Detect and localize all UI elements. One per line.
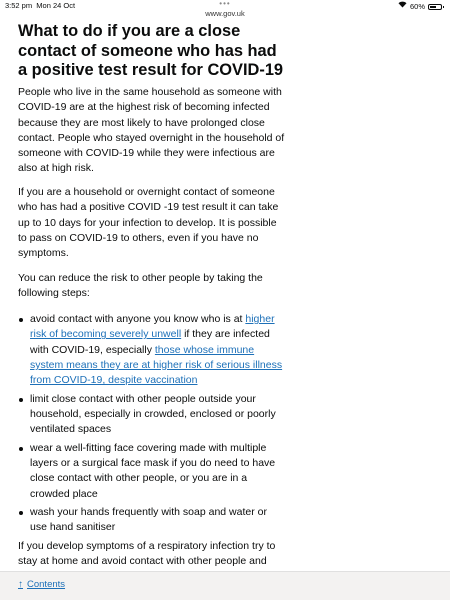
page-title: What to do if you are a close contact of someone who has had a positive test result for COVID-19 xyxy=(18,22,284,79)
arrow-up-icon: ↑ xyxy=(18,579,23,590)
battery-icon xyxy=(428,4,442,10)
paragraph-reduce-risk: You can reduce the risk to other people by taking the following steps: xyxy=(18,272,263,300)
steps-list xyxy=(18,312,286,539)
main-content xyxy=(18,22,286,568)
address-bar[interactable]: www.gov.uk xyxy=(205,9,245,18)
wifi-icon xyxy=(398,1,407,12)
list-item: wash your hands frequently with soap and water or use hand sanitiser xyxy=(18,505,286,536)
battery-percent: 60% xyxy=(409,1,425,11)
contents-link[interactable] xyxy=(18,579,65,590)
status-time: 3:52 pm Mon 24 Oct xyxy=(5,1,76,10)
list-item: wear a well-fitting face covering made with multiple layers or a surgical face mask if you do need to have close contact with other people, or you are in a crowded place xyxy=(18,441,286,502)
contents-footer-bar xyxy=(0,571,450,600)
list-item: limit close contact with other people outside your household, especially in crowded, enclosed or poorly ventilated spaces xyxy=(18,392,286,438)
tab-dots-indicator[interactable]: ••• xyxy=(219,0,231,8)
immune-system-link[interactable]: those whose immune system means they are at higher risk of serious illness from COVID-19, despite vaccination xyxy=(30,343,283,387)
paragraph-household-risk: People who live in the same household as someone with COVID-19 are at the highest risk of becoming infected because they are most likely to have prolonged close contact. People who stayed overnight in the household of someone with COVID-19 while they were infectious are also at high risk. xyxy=(18,86,285,175)
higher-risk-link[interactable]: higher risk of becoming severely unwell xyxy=(30,313,275,341)
paragraph-infection-develop: If you are a household or overnight contact of someone who has had a positive COVID -19 test result it can take up to 10 days for your infection to develop. It is possible to pass on COVID-19 to others, even if you have no symptoms. xyxy=(18,186,279,260)
status-bar xyxy=(0,0,450,18)
list-item: avoid contact with anyone you know who is at higher risk of becoming severely unwell if they are infected with COVID-19, especially those whose immune system means they are at higher risk of serious illness from COVID-19, despite vaccination xyxy=(18,312,286,388)
paragraph-develop-symptoms: If you develop symptoms of a respiratory infection try to stay at home and avoid contact with other people and xyxy=(18,540,276,568)
battery-status xyxy=(398,1,442,12)
contents-label: Contents xyxy=(27,579,66,590)
